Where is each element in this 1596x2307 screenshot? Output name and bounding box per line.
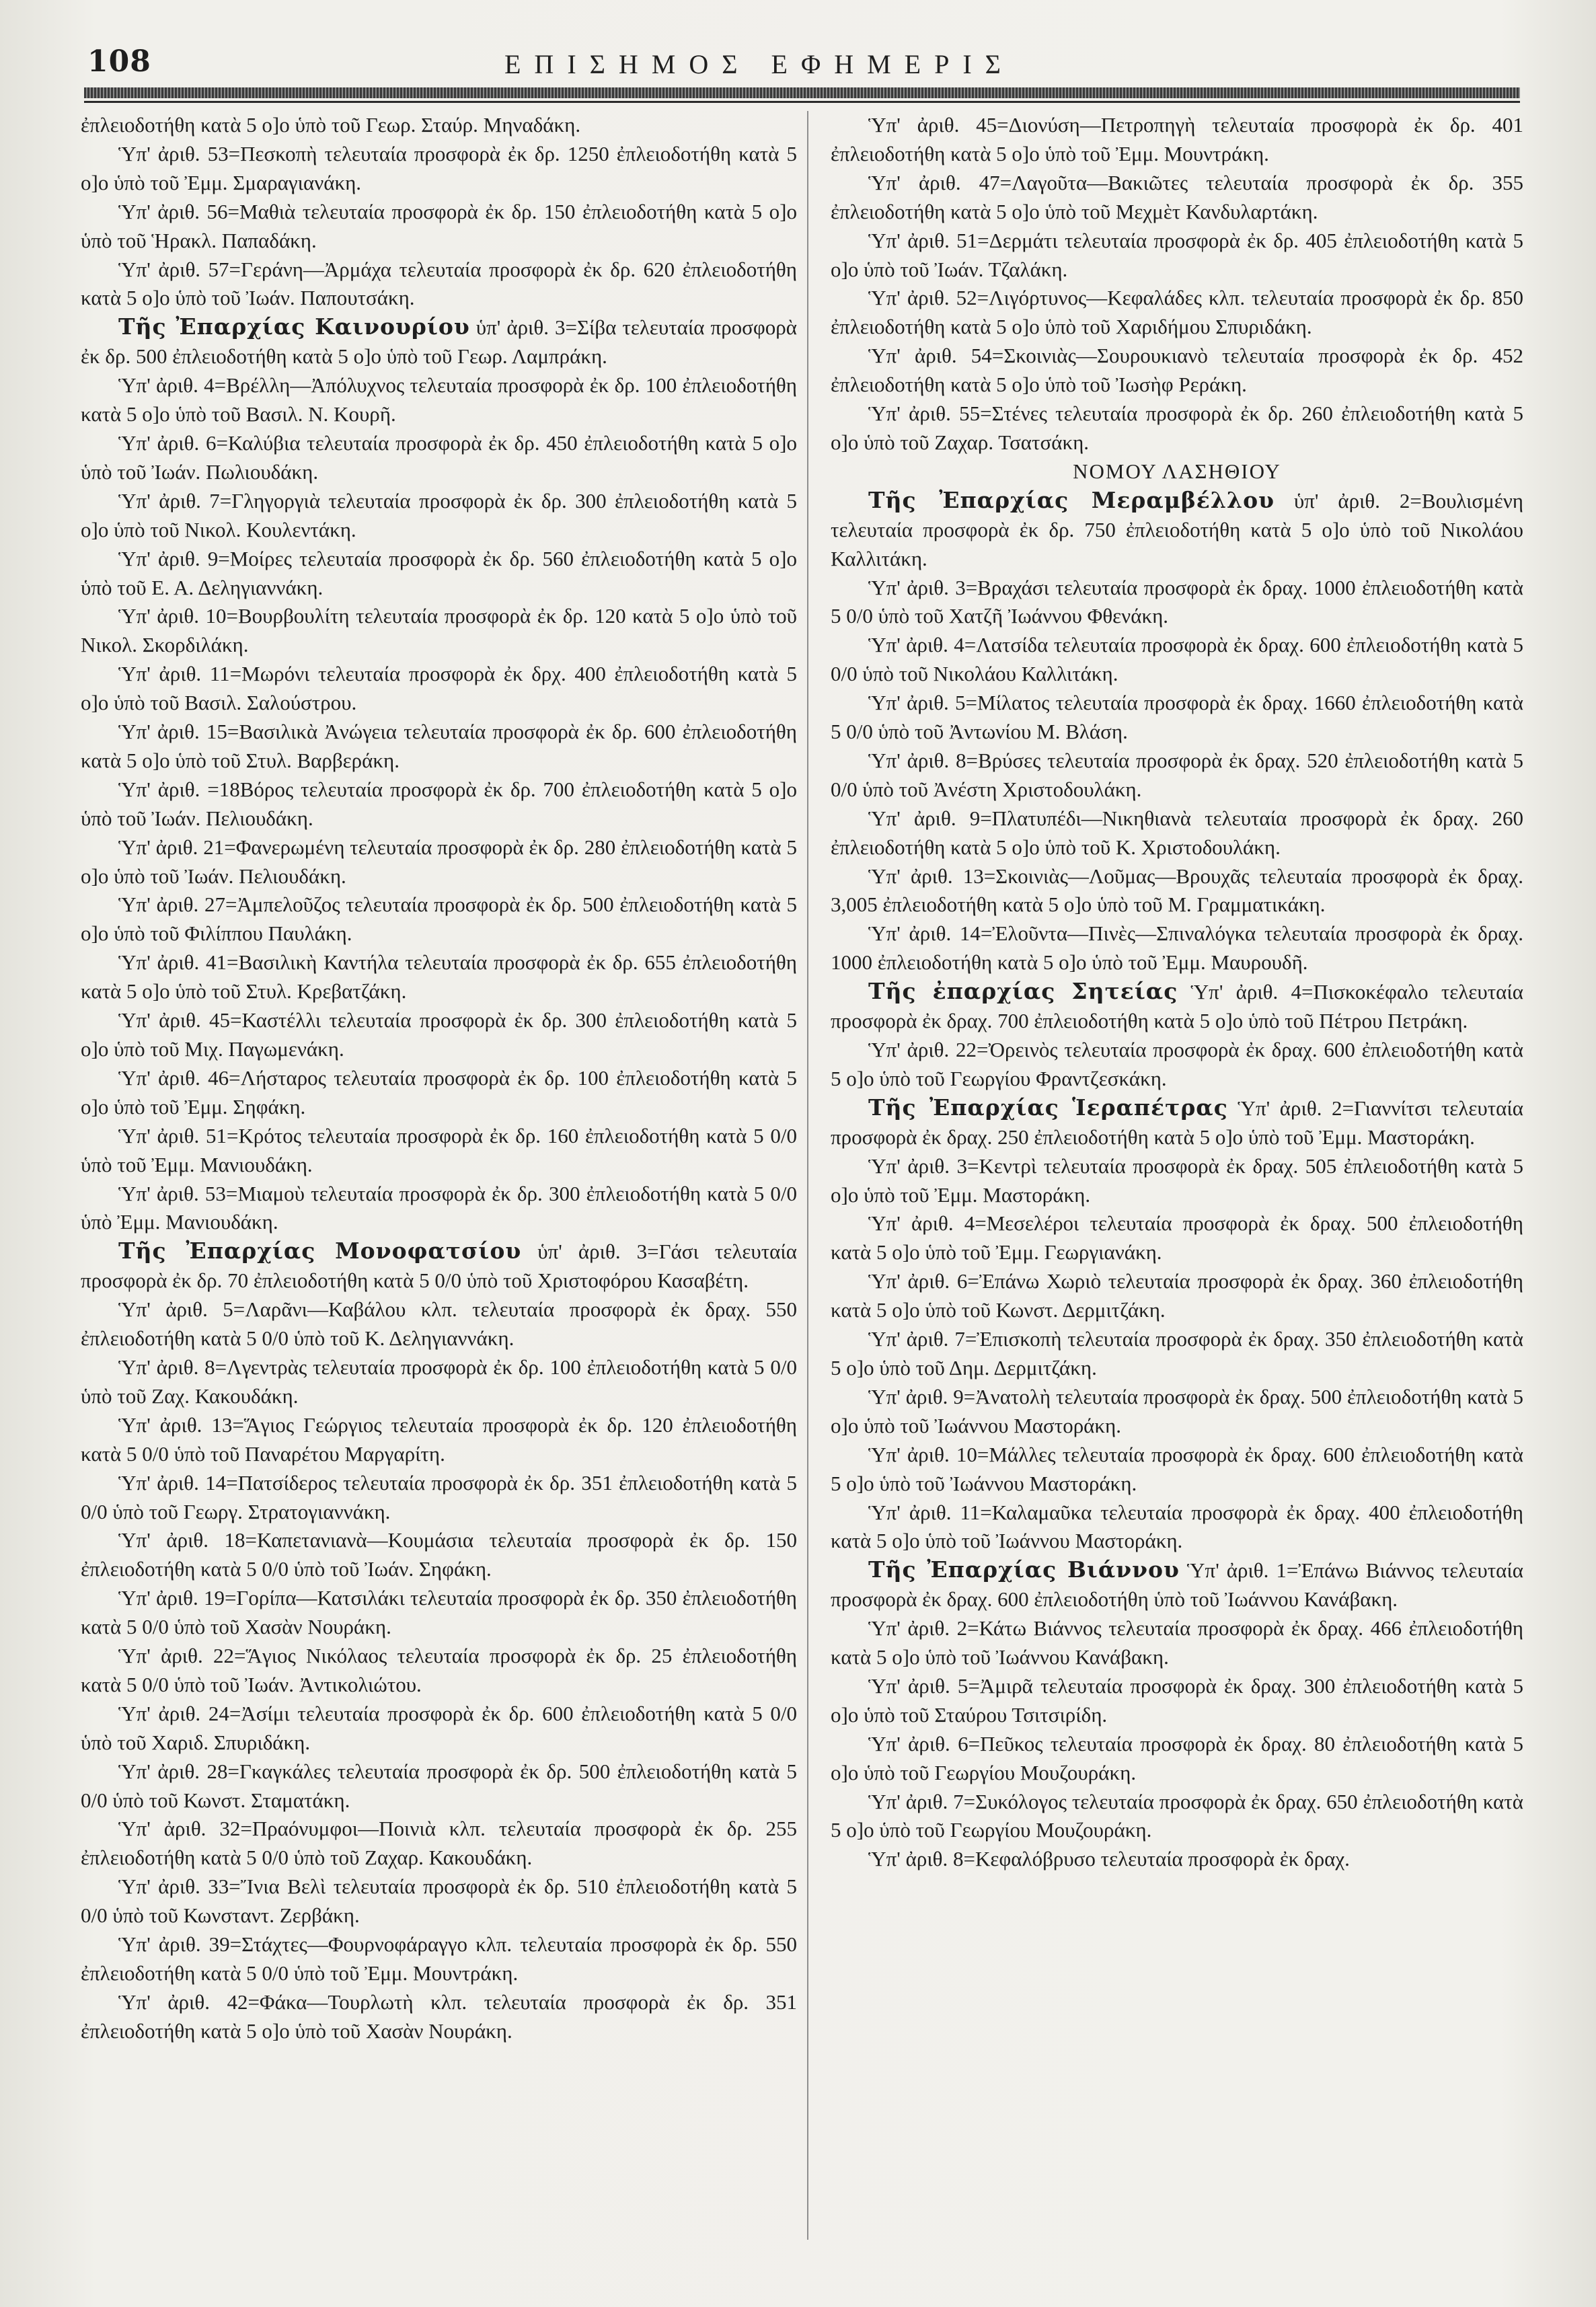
header-rule (84, 87, 1520, 98)
entry-text: Ὑπ' ἀριθ. 9=Ἀνατολὴ τελευταία προσφορὰ ἐκ δραχ. 500 ἐπλειοδοτήθη κατὰ 5 ο]ο ὑπὸ τοῦ Ἰωάννου Μαστοράκη. (831, 1384, 1523, 1437)
entry-text: Ὑπ' ἀριθ. 10=Βουρβουλίτη τελευταία προσφορὰ ἐκ δρ. 120 κατὰ 5 ο]ο ὑπὸ τοῦ Νικολ. Σκορδιλάκη. (81, 604, 797, 657)
auction-entry (81, 1584, 797, 1642)
auction-entry (831, 1556, 1523, 1614)
entry-text: Ὑπ' ἀριθ. 42=Φάκα—Τουρλωτὴ κλπ. τελευταία προσφορὰ ἐκ δρ. 351 ἐπλειοδοτήθη κατὰ 5 ο]ο ὑπὸ τοῦ Χασὰν Νουράκη. (81, 1990, 797, 2043)
entry-text: Ὑπ' ἀριθ. 5=Ἀμιρᾶ τελευταία προσφορὰ ἐκ δραχ. 300 ἐπλειοδοτήθη κατὰ 5 ο]ο ὑπὸ τοῦ Σταύρου Τσιτσιρίδη. (831, 1673, 1523, 1727)
entry-text: Ὑπ' ἀριθ. 41=Βασιλικὴ Καντήλα τελευταία προσφορὰ ἐκ δρ. 655 ἐπλειοδοτήθη κατὰ 5 ο]ο ὑπὸ τοῦ Στυλ. Κρεβατζάκη. (81, 950, 797, 1004)
auction-entry (81, 660, 797, 718)
entry-text: Ὑπ' ἀριθ. 52=Λιγόρτυνος—Κεφαλάδες κλπ. τελευταία προσφορὰ ἐκ δρ. 850 ἐπλειοδοτήθη κατὰ 5 ο]ο ὑπὸ τοῦ Χαριδήμου Σπυριδάκη. (831, 286, 1523, 339)
entry-text: Ὑπ' ἀριθ. 9=Πλατυπέδι—Νικηθιανὰ τελευταία προσφορὰ ἐκ δραχ. 260 ἐπλειοδοτήθη κατὰ 5 ο]ο ὑπὸ τοῦ Κ. Χριστοδουλάκη. (831, 806, 1523, 859)
auction-entry (81, 1064, 797, 1122)
auction-entry (831, 1267, 1523, 1325)
auction-entry (831, 1672, 1523, 1730)
entry-text: Ὑπ' ἀριθ. 33=Ἴνια Βελὶ τελευταία προσφορὰ ἐκ δρ. 510 ἐπλειοδοτήθη κατὰ 5 0/0 ὑπὸ τοῦ Κωνσταντ. Ζερβάκη. (81, 1875, 797, 1928)
entry-text: Ὑπ' ἀριθ. 4=Μεσελέροι τελευταία προσφορὰ ἐκ δραχ. 500 ἐπλειοδοτήθη κατὰ 5 ο]ο ὑπὸ τοῦ Ἐμμ. Γεωργιανάκη. (831, 1211, 1523, 1264)
entry-text: Ὑπ' ἀριθ. 51=Κρότος τελευταία προσφορὰ ἐκ δρ. 160 ἐπλειοδοτήθη κατὰ 5 0/0 ὑπὸ τοῦ Ἐμμ. Μανιουδάκη. (81, 1123, 797, 1176)
header-rule-thin (84, 101, 1520, 103)
auction-entry (81, 1526, 797, 1584)
province-heading: Τῆς Ἐπαρχίας Καινουρίου (118, 313, 470, 340)
column-divider (807, 111, 808, 2240)
province-heading: Τῆς Ἐπαρχίας Μονοφατσίου (118, 1238, 522, 1264)
entry-text: Ὑπ' ἀριθ. 51=Δερμάτι τελευταία προσφορὰ ἐκ δρ. 405 ἐπλειοδοτήθη κατὰ 5 ο]ο ὑπὸ τοῦ Ἰωάν. Τζαλάκη. (831, 228, 1523, 281)
entry-text: Ὑπ' ἀριθ. 13=Σκοινιὰς—Λοῦμας—Βρουχᾶς τελευταία προσφορὰ ἐκ δραχ. 3,005 ἐπλειοδοτήθη κατὰ 5 ο]ο ὑπὸ τοῦ Μ. Γραμματικάκη. (831, 864, 1523, 917)
auction-entry (831, 1614, 1523, 1672)
auction-entry (831, 804, 1523, 862)
auction-entry (831, 486, 1523, 574)
entry-text: Ὑπ' ἀριθ. 24=Ἀσίμι τελευταία προσφορὰ ἐκ δρ. 600 ἐπλειοδοτήθη κατὰ 5 0/0 ὑπὸ τοῦ Χαριδ. Σπυριδάκη. (81, 1701, 797, 1754)
province-heading: Τῆς Ἐπαρχίας Ἱεραπέτρας (868, 1094, 1228, 1121)
auction-entry (81, 487, 797, 545)
entry-text: Ὑπ' ἀριθ. 22=Ἅγιος Νικόλαος τελευταία προσφορὰ ἐκ δρ. 25 ἐπλειοδοτήθη κατὰ 5 0/0 ὑπὸ τοῦ Ἰωάν. Ἀντικολιώτου. (81, 1644, 797, 1696)
auction-entry (81, 429, 797, 487)
auction-entry (81, 1180, 797, 1238)
entry-text: Ὑπ' ἀριθ. 8=Βρύσες τελευταία προσφορὰ ἐκ δραχ. 520 ἐπλειοδοτήθη κατὰ 5 0/0 ὑπὸ τοῦ Ἀνέστη Χριστοδουλάκη. (831, 748, 1523, 801)
auction-entry (831, 111, 1523, 169)
entry-text: Ὑπ' ἀριθ. 27=Ἀμπελοῦζος τελευταία προσφορὰ ἐκ δρ. 500 ἐπλειοδοτήθη κατὰ 5 ο]ο ὑπὸ τοῦ Φιλίππου Παυλάκη. (81, 893, 797, 946)
entry-text: Ὑπ' ἀριθ. 15=Βασιλικὰ Ἀνώγεια τελευταία προσφορὰ ἐκ δρ. 600 ἐπλειοδοτήθη κατὰ 5 ο]ο ὑπὸ τοῦ Στυλ. Βαρβεράκη. (81, 720, 797, 772)
auction-entry (81, 140, 797, 198)
entry-text: Ὑπ' ἀριθ. 11=Μωρόνι τελευταία προσφορὰ ἐκ δρχ. 400 ἐπλειοδοτήθη κατὰ 5 ο]ο ὑπὸ τοῦ Βασιλ. Σαλούστρου. (81, 662, 797, 715)
auction-entry (831, 227, 1523, 285)
entry-text: Ὑπ' ἀριθ. 18=Καπετανιανὰ—Κουμάσια τελευταία προσφορὰ ἐκ δρ. 150 ἐπλειοδοτήθη κατὰ 5 0/0 ὑπὸ τοῦ Ἰωάν. Σηφάκη. (81, 1528, 797, 1581)
auction-entry (81, 1295, 797, 1353)
auction-entry (831, 284, 1523, 342)
entry-text: ὑπ' ἀριθ. 2=Βουλισμένη τελευταία προσφορὰ ἐκ δρ. 750 ἐπλειοδοτήθη κατὰ 5 ο]ο ὑπὸ τοῦ Νικολάου Καλλιτάκη. (831, 488, 1523, 570)
auction-entry (831, 977, 1523, 1036)
right-column (831, 111, 1523, 1874)
auction-entry (81, 833, 797, 891)
entry-text: Ὑπ' ἀριθ. 11=Καλαμαῦκα τελευταία προσφορὰ ἐκ δραχ. 400 ἐπλειοδοτήθη κατὰ 5 ο]ο ὑπὸ τοῦ Ἰωάννου Μαστοράκη. (831, 1500, 1523, 1553)
auction-entry (831, 1094, 1523, 1152)
auction-entry (831, 1152, 1523, 1210)
auction-entry (81, 1469, 797, 1527)
entry-text: Ὑπ' ἀριθ. 5=Μίλατος τελευταία προσφορὰ ἐκ δραχ. 1660 ἐπλειοδοτήθη κατὰ 5 0/0 ὑπὸ τοῦ Ἀντωνίου Μ. Βλάση. (831, 691, 1523, 744)
auction-entry (831, 747, 1523, 804)
auction-entry (81, 948, 797, 1006)
auction-entry (81, 1815, 797, 1873)
entry-text: Ὑπ' ἀριθ. 1=Ἐπάνω Βιάννος τελευταία προσφορὰ ἐκ δραχ. 600 ἐπλειοδοτήθη ὑπὸ τοῦ Ἰωάννου Κανάβακη. (831, 1558, 1523, 1612)
province-heading: Τῆς ἐπαρχίας Σητείας (868, 978, 1178, 1005)
page-header (87, 39, 1520, 93)
auction-entry (81, 198, 797, 256)
auction-entry (81, 256, 797, 313)
entry-text: Ὑπ' ἀριθ. 45=Διονύση—Πετροπηγὴ τελευταία προσφορὰ ἐκ δρ. 401 ἐπλειοδοτήθη κατὰ 5 ο]ο ὑπὸ τοῦ Ἐμμ. Μουντράκη. (831, 113, 1523, 165)
entry-text: Ὑπ' ἀριθ. 57=Γεράνη—Ἀρμάχα τελευταία προσφορὰ ἐκ δρ. 620 ἐπλειοδοτήθη κατὰ 5 ο]ο ὑπὸ τοῦ Ἰωάν. Παπουτσάκη. (81, 257, 797, 310)
entry-text: Ὑπ' ἀριθ. 4=Λατσίδα τελευταία προσφορὰ ἐκ δραχ. 600 ἐπλειοδοτήθη κατὰ 5 0/0 ὑπὸ τοῦ Νικολάου Καλλιτάκη. (831, 633, 1523, 686)
auction-entry (831, 1209, 1523, 1267)
entry-text: Ὑπ' ἀριθ. 8=Λγεντρὰς τελευταία προσφορὰ ἐκ δρ. 100 ἐπλειοδοτήθη κατὰ 5 0/0 ὑπὸ τοῦ Ζαχ. Κακουδάκη. (81, 1355, 797, 1408)
auction-entry (81, 891, 797, 948)
auction-entry (831, 1383, 1523, 1441)
auction-entry (831, 169, 1523, 227)
auction-entry (831, 1788, 1523, 1846)
auction-entry (81, 1237, 797, 1295)
auction-entry (81, 1006, 797, 1064)
entry-text: Ὑπ' ἀριθ. 39=Στάχτες—Φουρνοφάραγγο κλπ. τελευταία προσφορὰ ἐκ δρ. 550 ἐπλειοδοτήθη κατὰ 5 0/0 ὑπὸ τοῦ Ἐμμ. Μουντράκη. (81, 1932, 797, 1985)
entry-text: Ὑπ' ἀριθ. 55=Στένες τελευταία προσφορὰ ἐκ δρ. 260 ἐπλειοδοτήθη κατὰ 5 ο]ο ὑπὸ τοῦ Ζαχαρ. Τσατσάκη. (831, 402, 1523, 454)
auction-entry (81, 1353, 797, 1411)
auction-entry (81, 1700, 797, 1757)
entry-text: Ὑπ' ἀριθ. 3=Βραχάσι τελευταία προσφορὰ ἐκ δραχ. 1000 ἐπλειοδοτήθη κατὰ 5 0/0 ὑπὸ τοῦ Χατζῆ Ἰωάννου Φθενάκη. (831, 575, 1523, 628)
entry-text: Ὑπ' ἀριθ. 9=Μοίρες τελευταία προσφορὰ ἐκ δρ. 560 ἐπλειοδοτήθη κατὰ 5 ο]ο ὑπὸ τοῦ Ε. Α. Δεληγιαννάκη. (81, 546, 797, 599)
auction-entry (81, 1642, 797, 1700)
entry-text: Ὑπ' ἀριθ. 14=Ἐλοῦντα—Πινὲς—Σπιναλόγκα τελευταία προσφορὰ ἐκ δραχ. 1000 ἐπλειοδοτήθη κατὰ 5 ο]ο ὑπὸ τοῦ Ἐμμ. Μαυρουδῆ. (831, 921, 1523, 975)
auction-entry (81, 371, 797, 429)
auction-entry (831, 1499, 1523, 1556)
auction-entry (81, 1988, 797, 2046)
entry-text: Ὑπ' ἀριθ. 53=Πεσκοπὴ τελευταία προσφορὰ ἐκ δρ. 1250 ἐπλειοδοτήθη κατὰ 5 ο]ο ὑπὸ τοῦ Ἐμμ. Σμαραγιανάκη. (81, 141, 797, 194)
auction-entry (81, 313, 797, 371)
auction-entry (831, 862, 1523, 920)
entry-text: Ὑπ' ἀριθ. =18Βόρος τελευταία προσφορὰ ἐκ δρ. 700 ἐπλειοδοτήθη κατὰ 5 ο]ο ὑπὸ τοῦ Ἰωάν. Πελιουδάκη. (81, 777, 797, 830)
auction-entry (81, 776, 797, 833)
auction-entry (81, 1873, 797, 1930)
auction-entry (831, 1325, 1523, 1383)
entry-text: Ὑπ' ἀριθ. 46=Λήσταρος τελευταία προσφορὰ ἐκ δρ. 100 ἐπλειοδοτήθη κατὰ 5 ο]ο ὑπὸ τοῦ Ἐμμ. Σηφάκη. (81, 1065, 797, 1119)
auction-entry (81, 111, 797, 140)
entry-text: Ὑπ' ἀριθ. 14=Πατσίδερος τελευταία προσφορὰ ἐκ δρ. 351 ἐπλειοδοτήθη κατὰ 5 0/0 ὑπὸ τοῦ Γεωργ. Στρατογιαννάκη. (81, 1470, 797, 1523)
auction-entry (831, 1845, 1523, 1874)
auction-entry (831, 574, 1523, 632)
entry-text: Ὑπ' ἀριθ. 56=Μαθιὰ τελευταία προσφορὰ ἐκ δρ. 150 ἐπλειοδοτήθη κατὰ 5 ο]ο ὑπὸ τοῦ Ἡρακλ. Παπαδάκη. (81, 199, 797, 252)
entry-text: ὑπ' ἀριθ. 3=Σίβα τελευταία προσφορὰ ἐκ δρ. 500 ἐπλειοδοτήθη κατὰ 5 ο]ο ὑπὸ τοῦ Γεωρ. Λαμπράκη. (81, 315, 797, 369)
auction-entry (831, 1441, 1523, 1499)
entry-text: Ὑπ' ἀριθ. 54=Σκοινιὰς—Σουρουκιανὸ τελευταία προσφορὰ ἐκ δρ. 452 ἐπλειοδοτήθη κατὰ 5 ο]ο ὑπὸ τοῦ Ἰωσὴφ Ρεράκη. (831, 344, 1523, 397)
entry-text: Ὑπ' ἀριθ. 28=Γκαγκάλες τελευταία προσφορὰ ἐκ δρ. 500 ἐπλειοδοτήθη κατὰ 5 0/0 ὑπὸ τοῦ Κωνστ. Σταματάκη. (81, 1759, 797, 1812)
entry-text: Ὑπ' ἀριθ. 2=Κάτω Βιάννος τελευταία προσφορὰ ἐκ δραχ. 466 ἐπλειοδοτήθη κατὰ 5 ο]ο ὑπὸ τοῦ Ἰωάννου Κανάβακη. (831, 1616, 1523, 1669)
entry-text: ἐπλειοδοτήθη κατὰ 5 ο]ο ὑπὸ τοῦ Γεωρ. Σταύρ. Μηναδάκη. (81, 113, 581, 137)
auction-entry (81, 1122, 797, 1180)
auction-entry (81, 1757, 797, 1815)
entry-text: Ὑπ' ἀριθ. 7=Γληγοργιὰ τελευταία προσφορὰ ἐκ δρ. 300 ἐπλειοδοτήθη κατὰ 5 ο]ο ὑπὸ τοῦ Νικολ. Κουλεντάκη. (81, 488, 797, 541)
auction-entry (81, 602, 797, 660)
auction-entry (831, 631, 1523, 689)
entry-text: Ὑπ' ἀριθ. 6=Καλύβια τελευταία προσφορὰ ἐκ δρ. 450 ἐπλειοδοτήθη κατὰ 5 ο]ο ὑπὸ τοῦ Ἰωάν. Πωλιουδάκη. (81, 430, 797, 484)
entry-text: Ὑπ' ἀριθ. 4=Βρέλλη—Ἀπόλυχνος τελευταία προσφορὰ ἐκ δρ. 100 ἐπλειοδοτήθη κατὰ 5 ο]ο ὑπὸ τοῦ Βασιλ. Ν. Κουρῆ. (81, 373, 797, 426)
journal-title: ΕΠΙΣΗΜΟΣ ΕΦΗΜΕΡΙΣ (504, 49, 1014, 79)
auction-entry (831, 342, 1523, 400)
entry-text: Ὑπ' ἀριθ. 3=Κεντρὶ τελευταία προσφορὰ ἐκ δραχ. 505 ἐπλειοδοτήθη κατὰ 5 ο]ο ὑπὸ τοῦ Ἐμμ. Μαστοράκη. (831, 1154, 1523, 1207)
left-column (81, 111, 797, 2046)
auction-entry (831, 1730, 1523, 1788)
entry-text: Ὑπ' ἀριθ. 47=Λαγοῦτα—Βακιῶτες τελευταία προσφορὰ ἐκ δρ. 355 ἐπλειοδοτήθη κατὰ 5 ο]ο ὑπὸ τοῦ Μεχμὲτ Κανδυλαρτάκη. (831, 170, 1523, 223)
entry-text: Ὑπ' ἀριθ. 19=Γορίπα—Κατσιλάκι τελευταία προσφορὰ ἐκ δρ. 350 ἐπλειοδοτήθη κατὰ 5 0/0 ὑπὸ τοῦ Χασὰν Νουράκη. (81, 1586, 797, 1639)
auction-entry (81, 718, 797, 776)
entry-text: Ὑπ' ἀριθ. 32=Πραόνυμφοι—Ποινιὰ κλπ. τελευταία προσφορὰ ἐκ δρ. 255 ἐπλειοδοτήθη κατὰ 5 0/0 ὑπὸ τοῦ Ζαχαρ. Κακουδάκη. (81, 1817, 797, 1870)
auction-entry (831, 919, 1523, 977)
entry-text: Ὑπ' ἀριθ. 8=Κεφαλόβρυσο τελευταία προσφορὰ ἐκ δραχ. (868, 1847, 1350, 1871)
entry-text: Ὑπ' ἀριθ. 5=Λαρᾶνι—Καβάλου κλπ. τελευταία προσφορὰ ἐκ δραχ. 550 ἐπλειοδοτήθη κατὰ 5 0/0 ὑπὸ τοῦ Κ. Δεληγιαννάκη. (81, 1297, 797, 1351)
entry-text: Ὑπ' ἀριθ. 10=Μάλλες τελευταία προσφορὰ ἐκ δραχ. 600 ἐπλειοδοτήθη κατὰ 5 ο]ο ὑπὸ τοῦ Ἰωάννου Μαστοράκη. (831, 1442, 1523, 1495)
entry-text: Ὑπ' ἀριθ. 7=Ἐπισκοπὴ τελευταία προσφορὰ ἐκ δραχ. 350 ἐπλειοδοτήθη κατὰ 5 ο]ο ὑπὸ τοῦ Δημ. Δερμιτζάκη. (831, 1327, 1523, 1379)
entry-text: Ὑπ' ἀριθ. 6=Ἐπάνω Χωριὸ τελευταία προσφορὰ ἐκ δραχ. 360 ἐπλειοδοτήθη κατὰ 5 ο]ο ὑπὸ τοῦ Κωνστ. Δερμιτζάκη. (831, 1269, 1523, 1322)
province-heading: Τῆς Ἐπαρχίας Βιάννου (868, 1556, 1180, 1583)
entry-text: Ὑπ' ἀριθ. 45=Καστέλλι τελευταία προσφορὰ ἐκ δρ. 300 ἐπλειοδοτήθη κατὰ 5 ο]ο ὑπὸ τοῦ Μιχ. Παγωμενάκη. (81, 1008, 797, 1061)
entry-text: Ὑπ' ἀριθ. 7=Συκόλογος τελευταία προσφορὰ ἐκ δραχ. 650 ἐπλειοδοτήθη κατὰ 5 ο]ο ὑπὸ τοῦ Γεωργίου Μουζουράκη. (831, 1789, 1523, 1842)
auction-entry (831, 1036, 1523, 1094)
auction-entry (81, 1411, 797, 1469)
section-title: ΝΟΜΟΥ ΛΑΣΗΘΙΟΥ (1073, 459, 1281, 483)
auction-entry (81, 1930, 797, 1988)
entry-text: Ὑπ' ἀριθ. 6=Πεῦκος τελευταία προσφορὰ ἐκ δραχ. 80 ἐπλειοδοτήθη κατὰ 5 ο]ο ὑπὸ τοῦ Γεωργίου Μουζουράκη. (831, 1731, 1523, 1784)
auction-entry (831, 400, 1523, 457)
entry-text: Ὑπ' ἀριθ. 53=Μιαμοὺ τελευταία προσφορὰ ἐκ δρ. 300 ἐπλειοδοτήθη κατὰ 5 0/0 ὑπὸ Ἐμμ. Μανιουδάκη. (81, 1181, 797, 1234)
province-heading: Τῆς Ἐπαρχίας Μεραμβέλλου (868, 486, 1275, 513)
auction-entry (831, 689, 1523, 747)
auction-entry (81, 545, 797, 603)
entry-text: Ὑπ' ἀριθ. 13=Ἅγιος Γεώργιος τελευταία προσφορὰ ἐκ δρ. 120 ἐπλειοδοτήθη κατὰ 5 0/0 ὑπὸ τοῦ Παναρέτου Μαργαρίτη. (81, 1412, 797, 1466)
entry-text: Ὑπ' ἀριθ. 21=Φανερωμένη τελευταία προσφορὰ ἐκ δρ. 280 ἐπλειοδοτήθη κατὰ 5 ο]ο ὑπὸ τοῦ Ἰωάν. Πελιουδάκη. (81, 835, 797, 888)
entry-text: ὑπ' ἀριθ. 3=Γάσι τελευταία προσφορὰ ἐκ δρ. 70 ἐπλειοδοτήθη κατὰ 5 0/0 ὑπὸ τοῦ Χριστοφόρου Κασαβέτη. (81, 1240, 797, 1293)
entry-text: Ὑπ' ἀριθ. 4=Πισκοκέφαλο τελευταία προσφορὰ ἐκ δραχ. 700 ἐπλειοδοτήθη κατὰ 5 ο]ο ὑπὸ τοῦ Πέτρου Πετράκη. (831, 980, 1523, 1033)
entry-text: Ὑπ' ἀριθ. 22=Ὀρεινὸς τελευταία προσφορὰ ἐκ δραχ. 600 ἐπλειοδοτήθη κατὰ 5 ο]ο ὑπὸ τοῦ Γεωργίου Φραντζεσκάκη. (831, 1038, 1523, 1090)
entry-text: Ὑπ' ἀριθ. 2=Γιαννίτσι τελευταία προσφορὰ ἐκ δραχ. 250 ἐπλειοδοτήθη κατὰ 5 ο]ο ὑπὸ τοῦ Ἐμμ. Μαστοράκη. (831, 1096, 1523, 1149)
page-number: 108 (87, 44, 151, 79)
